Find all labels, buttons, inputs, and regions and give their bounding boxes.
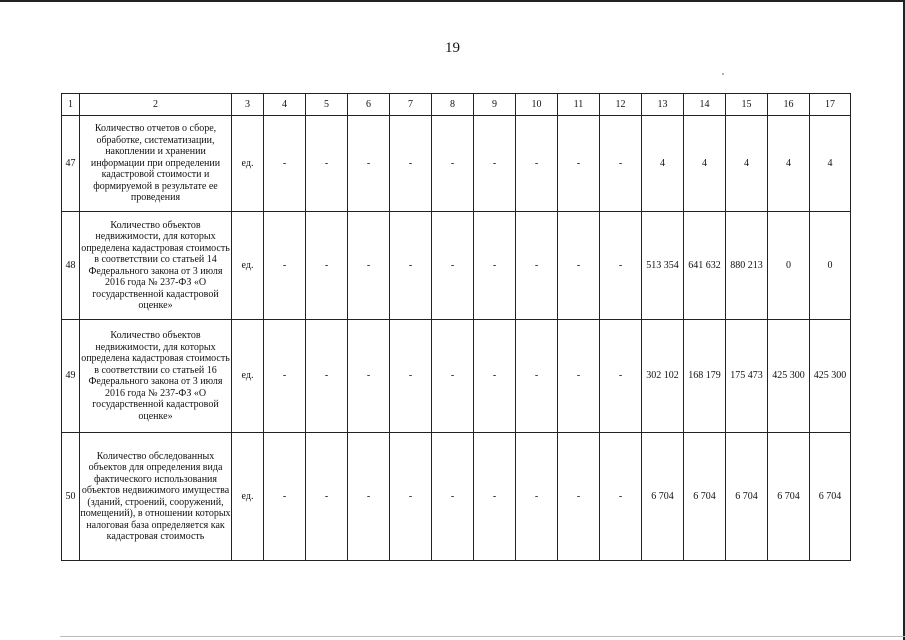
value-cell: - <box>348 320 390 433</box>
value-cell: - <box>516 433 558 561</box>
header-cell: 16 <box>768 94 810 116</box>
value-cell: 425 300 <box>768 320 810 433</box>
row-number: 48 <box>62 212 80 320</box>
value-cell: - <box>600 433 642 561</box>
row-unit: ед. <box>232 320 264 433</box>
header-cell: 8 <box>432 94 474 116</box>
value-cell: 425 300 <box>810 320 851 433</box>
value-cell: 4 <box>642 116 684 212</box>
header-cell: 13 <box>642 94 684 116</box>
row-description: Количество обследованных объектов для определения вида фактического использования объектов недвижимого имущества (зданий, строений, сооружений, помещений), в отношении которых налоговая база определяется как кадастровая стоимость <box>80 433 232 561</box>
value-cell: - <box>474 433 516 561</box>
row-description: Количество отчетов о сборе, обработке, систематизации, накоплении и хранении информации при определении кадастровой стоимости и формируемой в результате ее проведения <box>80 116 232 212</box>
header-cell: 14 <box>684 94 726 116</box>
value-cell: - <box>264 116 306 212</box>
value-cell: - <box>474 212 516 320</box>
header-cell: 10 <box>516 94 558 116</box>
header-cell: 12 <box>600 94 642 116</box>
value-cell: - <box>516 212 558 320</box>
value-cell: 4 <box>684 116 726 212</box>
value-cell: 4 <box>726 116 768 212</box>
value-cell: - <box>432 116 474 212</box>
row-description: Количество объектов недвижимости, для которых определена кадастровая стоимость в соответствии со статьей 14 Федерального закона от 3 июля 2016 года № 237-ФЗ «О государственной кадастровой оценке» <box>80 212 232 320</box>
value-cell: 6 704 <box>768 433 810 561</box>
value-cell: - <box>348 116 390 212</box>
value-cell: - <box>558 320 600 433</box>
value-cell: 6 704 <box>810 433 851 561</box>
value-cell: - <box>558 116 600 212</box>
value-cell: - <box>390 116 432 212</box>
header-cell: 15 <box>726 94 768 116</box>
value-cell: 4 <box>810 116 851 212</box>
value-cell: - <box>306 212 348 320</box>
header-cell: 1 <box>62 94 80 116</box>
row-unit: ед. <box>232 116 264 212</box>
value-cell: - <box>264 320 306 433</box>
header-cell: 4 <box>264 94 306 116</box>
value-cell: - <box>432 433 474 561</box>
header-cell: 5 <box>306 94 348 116</box>
scan-edge-top <box>0 0 905 2</box>
value-cell: - <box>390 320 432 433</box>
value-cell: - <box>306 320 348 433</box>
value-cell: - <box>306 433 348 561</box>
value-cell: 6 704 <box>642 433 684 561</box>
value-cell: - <box>600 116 642 212</box>
value-cell: - <box>348 212 390 320</box>
header-cell: 7 <box>390 94 432 116</box>
value-cell: 168 179 <box>684 320 726 433</box>
page-number: 19 <box>445 40 460 56</box>
value-cell: - <box>390 212 432 320</box>
value-cell: 0 <box>810 212 851 320</box>
value-cell: - <box>600 212 642 320</box>
value-cell: - <box>516 320 558 433</box>
value-cell: - <box>600 320 642 433</box>
value-cell: - <box>558 433 600 561</box>
row-number: 49 <box>62 320 80 433</box>
value-cell: - <box>264 212 306 320</box>
scan-speck <box>722 73 724 75</box>
value-cell: - <box>558 212 600 320</box>
table-row <box>62 116 851 212</box>
row-number: 50 <box>62 433 80 561</box>
table-row <box>62 212 851 320</box>
value-cell: 0 <box>768 212 810 320</box>
row-description: Количество объектов недвижимости, для которых определена кадастровая стоимость в соответствии со статьей 16 Федерального закона от 3 июля 2016 года № 237-ФЗ «О государственной кадастровой оценке» <box>80 320 232 433</box>
value-cell: - <box>348 433 390 561</box>
value-cell: 880 213 <box>726 212 768 320</box>
table-row <box>62 320 851 433</box>
header-cell: 3 <box>232 94 264 116</box>
row-number: 47 <box>62 116 80 212</box>
value-cell: 513 354 <box>642 212 684 320</box>
value-cell: - <box>516 116 558 212</box>
row-unit: ед. <box>232 212 264 320</box>
header-cell: 6 <box>348 94 390 116</box>
row-unit: ед. <box>232 433 264 561</box>
value-cell: - <box>390 433 432 561</box>
header-cell: 17 <box>810 94 851 116</box>
value-cell: - <box>432 212 474 320</box>
header-cell: 11 <box>558 94 600 116</box>
value-cell: 6 704 <box>726 433 768 561</box>
value-cell: - <box>474 320 516 433</box>
value-cell: 175 473 <box>726 320 768 433</box>
value-cell: 302 102 <box>642 320 684 433</box>
header-row <box>62 94 851 116</box>
value-cell: - <box>432 320 474 433</box>
scan-edge-bottom <box>60 636 905 637</box>
value-cell: - <box>306 116 348 212</box>
value-cell: 641 632 <box>684 212 726 320</box>
header-cell: 2 <box>80 94 232 116</box>
header-cell: 9 <box>474 94 516 116</box>
value-cell: - <box>264 433 306 561</box>
value-cell: 4 <box>768 116 810 212</box>
table-row <box>62 433 851 561</box>
data-table <box>61 93 851 561</box>
value-cell: 6 704 <box>684 433 726 561</box>
value-cell: - <box>474 116 516 212</box>
